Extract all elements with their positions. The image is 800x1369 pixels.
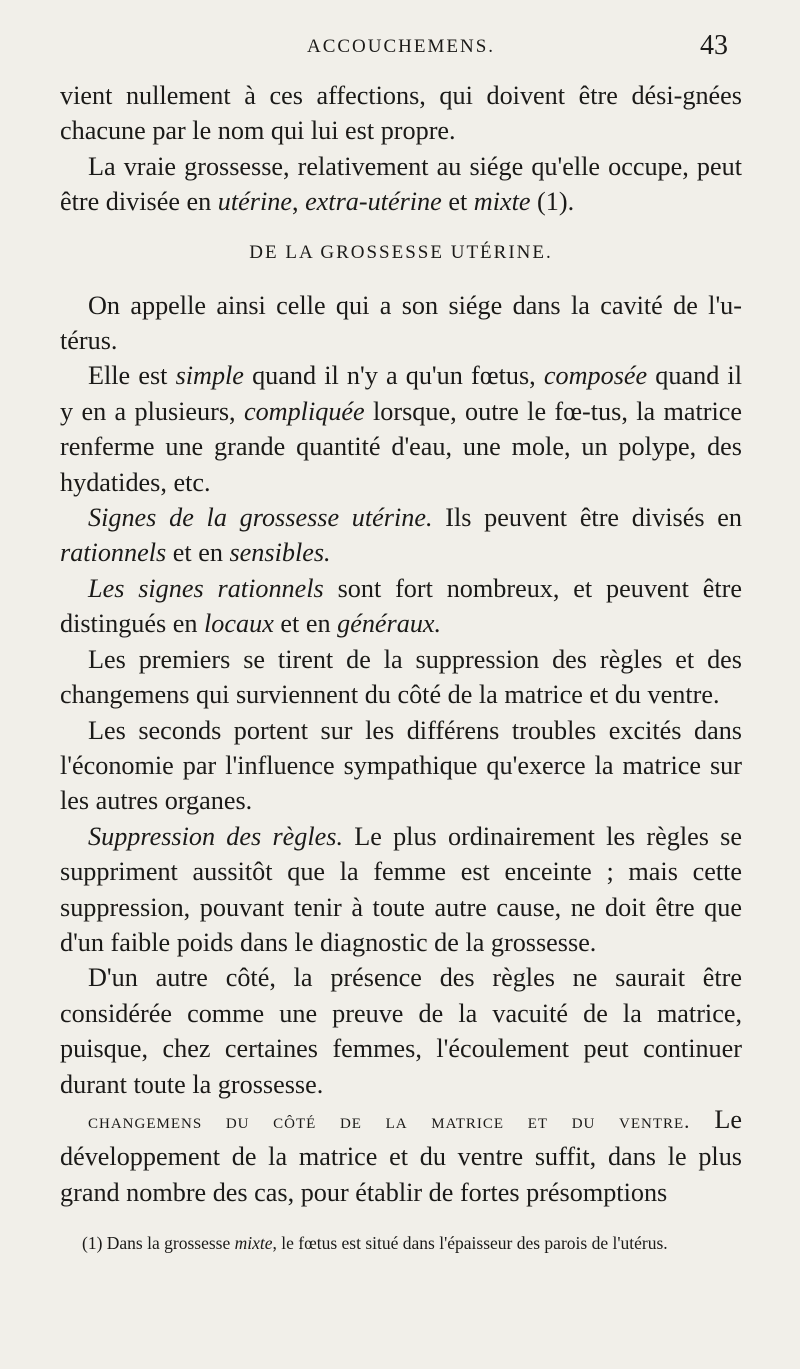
page-number: 43 xyxy=(700,30,728,61)
paragraph-general-signs: Les seconds portent sur les différens troubles excités dans l'économie par l'influence sympathique qu'exerce la matrice sur les autres organes. xyxy=(60,715,742,816)
paragraph-definition: On appelle ainsi celle qui a son siége dans la cavité de l'u-térus. xyxy=(60,290,742,356)
paragraph-presence: D'un autre côté, la présence des règles ne saurait être considérée comme une preuve de la vacuité de la matrice, puisque, chez certaines femmes, l'écoulement peut continuer durant toute la grossesse. xyxy=(60,963,742,1099)
footnote: (1) Dans la grossesse mixte, le fœtus est situé dans l'épaisseur des parois de l'utérus. xyxy=(82,1233,668,1254)
paragraph-local-signs: Les premiers se tirent de la suppression des règles et des changemens qui surviennent du côté de la matrice et du ventre. xyxy=(60,644,742,710)
paragraph-suppression: Suppression des règles. Le plus ordinairement les règles se suppriment aussitôt que la femme est enceinte ; mais cette suppression, pouvant tenir à toute autre cause, ne doit être que d'un faible poids dans le diagnostic de la grossesse. xyxy=(60,821,742,957)
paragraph-signs: Signes de la grossesse utérine. Ils peuvent être divisés en rationnels et en sensibles. xyxy=(60,503,742,568)
running-title: ACCOUCHEMENS. xyxy=(306,36,496,57)
paragraph-types: Elle est simple quand il n'y a qu'un fœtus, composée quand il y en a plusieurs, compliquée lorsque, outre le fœ-tus, la matrice renferme une grande quantité d'eau, une mole, un polype, des hydatides, etc. xyxy=(60,361,742,497)
section-heading: DE LA GROSSESSE UTÉRINE. xyxy=(249,241,553,263)
paragraph-continuation: vient nullement à ces affections, qui doivent être dési-gnées chacune par le nom qui lui est propre. xyxy=(60,81,742,146)
paragraph-rational-signs: Les signes rationnels sont fort nombreux, et peuvent être distingués en locaux et en généraux. xyxy=(60,573,742,639)
running-head xyxy=(60,30,742,78)
paragraph-divisions: La vraie grossesse, relativement au siége qu'elle occupe, peut être divisée en utérine, extra-utérine et mixte (1). xyxy=(60,151,742,217)
paragraph-changes: changemens du côté de la matrice et du ventre. Le développement de la matrice et du ventre suffit, dans le plus grand nombre des cas, pour établir de fortes présomptions xyxy=(60,1104,742,1207)
